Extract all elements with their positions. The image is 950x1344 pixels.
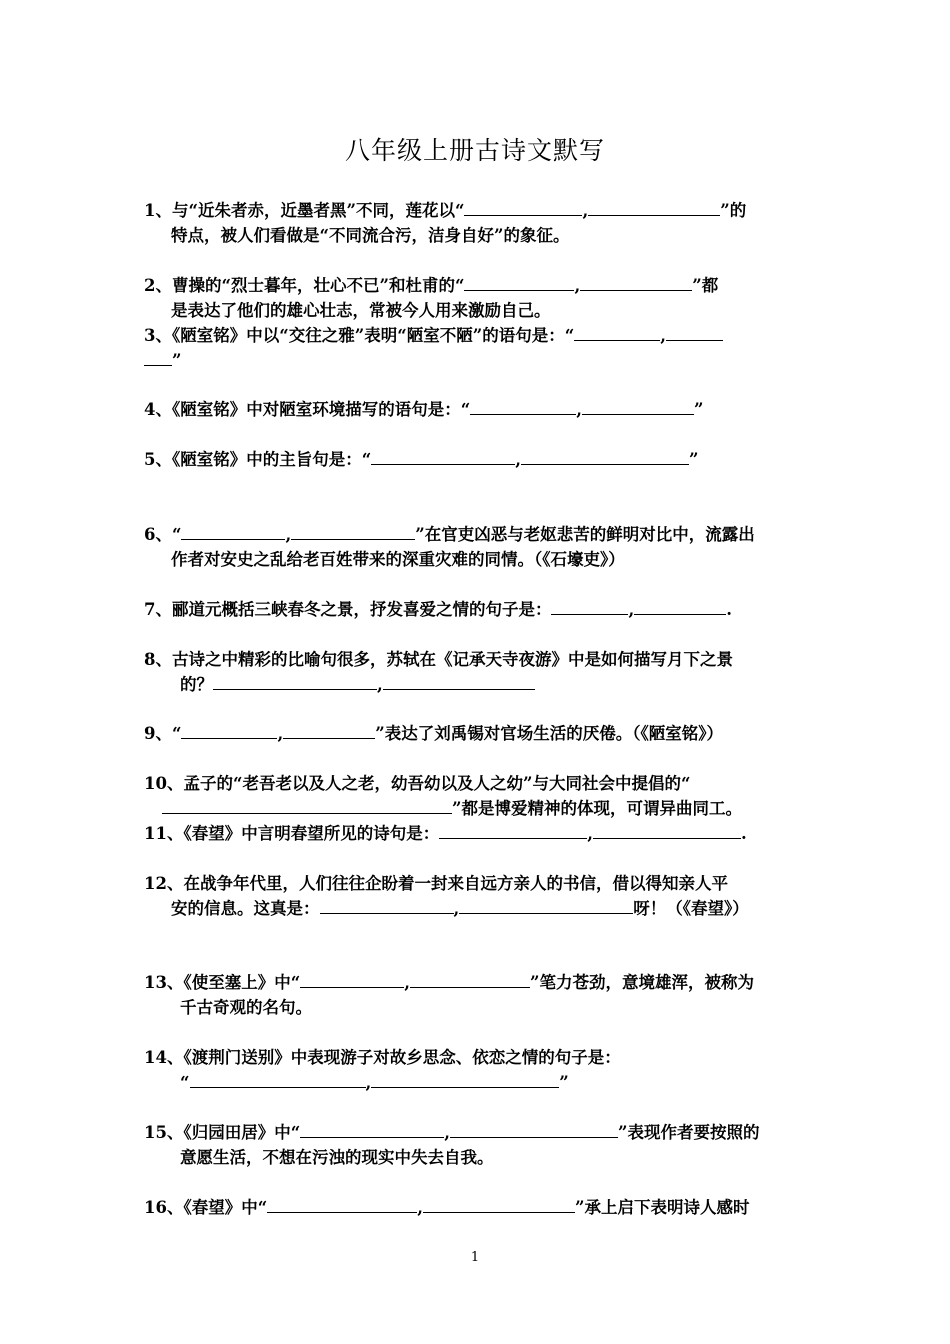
blank-separator: ,: [515, 450, 521, 469]
blank-separator: ,: [587, 824, 593, 843]
question-text: 10、孟子的“老吾老以及人之老，幼吾幼以及人之幼”与大同社会中提倡的“: [144, 774, 691, 793]
page-number: 1: [470, 1250, 480, 1265]
blank-separator: ,: [377, 675, 383, 694]
answer-blank[interactable]: [283, 721, 375, 739]
answer-blank[interactable]: [464, 198, 582, 216]
answer-blank[interactable]: [459, 896, 633, 914]
question-9: [144, 721, 809, 746]
question-text: .: [740, 824, 747, 843]
question-text: 8、古诗之中精彩的比喻句很多，苏轼在《记承天寺夜游》中是如何描写月下之景: [144, 650, 733, 669]
question-text: 5、《陋室铭》中的主旨句是：“: [144, 450, 372, 469]
answer-blank[interactable]: [464, 273, 574, 291]
answer-blank[interactable]: [582, 397, 694, 415]
question-text: 6、“: [144, 525, 182, 544]
answer-blank[interactable]: [162, 796, 452, 814]
question-16: [144, 1195, 809, 1220]
question-text: 的？: [180, 675, 213, 694]
blank-separator: ,: [404, 973, 410, 992]
blank-separator: ,: [660, 326, 666, 345]
question-text: 特点，被人们看做是“不同流合污，洁身自好”的象征。: [171, 226, 570, 245]
question-text: 呀！（《春望》）: [633, 899, 749, 918]
question-text: 9、“: [144, 724, 182, 743]
answer-blank[interactable]: [300, 1120, 444, 1138]
answer-blank[interactable]: [291, 522, 415, 540]
question-5: [144, 447, 809, 472]
question-text: 11、《春望》中言明春望所见的诗句是：: [144, 824, 440, 843]
answer-blank[interactable]: [588, 198, 720, 216]
answer-blank[interactable]: [470, 397, 576, 415]
question-12: [144, 871, 809, 921]
answer-blank[interactable]: [580, 273, 692, 291]
question-text: 14、《渡荆门送别》中表现游子对故乡思念、依恋之情的句子是：: [144, 1048, 621, 1067]
blank-separator: ,: [574, 276, 581, 295]
answer-blank[interactable]: [551, 597, 628, 615]
question-15: [144, 1120, 809, 1170]
question-text: 15、《归园田居》中“: [144, 1123, 301, 1142]
answer-blank[interactable]: [574, 323, 660, 341]
question-4: [144, 397, 809, 422]
answer-blank[interactable]: [371, 1070, 559, 1088]
question-text: ”在官吏凶恶与老妪悲苦的鲜明对比中，流露出: [415, 525, 755, 544]
question-text: ”都: [692, 276, 719, 295]
answer-blank[interactable]: [181, 721, 277, 739]
answer-blank[interactable]: [181, 522, 285, 540]
answer-blank[interactable]: [371, 447, 515, 465]
question-text: ”都是博爱精神的体现，可谓异曲同工。: [452, 799, 742, 818]
question-text: 作者对安史之乱给老百姓带来的深重灾难的同情。（《石壕吏》）: [171, 550, 625, 569]
question-text: .: [726, 600, 732, 619]
answer-blank[interactable]: [666, 323, 723, 341]
answer-blank[interactable]: [144, 348, 172, 366]
question-text: 16、《春望》中“: [144, 1198, 268, 1217]
blank-separator: ,: [453, 899, 460, 918]
question-text: ”表现作者要按照的: [617, 1123, 760, 1142]
question-8: [144, 647, 809, 697]
question-text: ”: [559, 1073, 569, 1092]
question-text: 4、《陋室铭》中对陋室环境描写的语句是：“: [144, 400, 471, 419]
question-14: [144, 1045, 809, 1095]
answer-blank[interactable]: [450, 1120, 618, 1138]
blank-separator: ,: [285, 525, 292, 544]
question-text: ”表达了刘禹锡对官场生活的厌倦。（《陋室铭》）: [375, 724, 723, 743]
blank-separator: ,: [277, 724, 284, 743]
question-text: 安的信息。这真是：: [171, 899, 320, 918]
question-3: [144, 323, 809, 373]
question-text: 是表达了他们的雄心壮志，常被今人用来激励自己。: [171, 301, 551, 320]
question-text: ”: [688, 450, 699, 469]
blank-separator: ,: [365, 1073, 372, 1092]
answer-blank[interactable]: [300, 970, 404, 988]
question-text: 1、与“近朱者赤，近墨者黑”不同，莲花以“: [144, 201, 465, 220]
question-text: 千古奇观的名句。: [180, 998, 312, 1017]
question-text: 3、《陋室铭》中以“交往之雅”表明“陋室不陋”的语句是：“: [144, 326, 575, 345]
question-text: ”笔力苍劲，意境雄浑，被称为: [529, 973, 754, 992]
answer-blank[interactable]: [190, 1070, 366, 1088]
question-11: [144, 821, 809, 846]
question-text: 意愿生活，不想在污浊的现实中失去自我。: [180, 1148, 494, 1167]
blank-separator: ,: [582, 201, 589, 220]
answer-blank[interactable]: [423, 1195, 575, 1213]
answer-blank[interactable]: [267, 1195, 417, 1213]
answer-blank[interactable]: [410, 970, 530, 988]
blank-separator: ,: [417, 1198, 423, 1217]
question-6: [144, 522, 809, 572]
question-7: [144, 597, 809, 622]
question-text: 12、在战争年代里，人们往往企盼着一封来自远方亲人的书信，借以得知亲人平: [144, 874, 728, 893]
blank-separator: ,: [628, 600, 635, 619]
question-text: ”的: [720, 201, 747, 220]
question-text: ”: [172, 351, 182, 370]
question-text: “: [180, 1073, 190, 1092]
question-text: 13、《使至塞上》中“: [144, 973, 301, 992]
answer-blank[interactable]: [439, 821, 587, 839]
question-text: 7、郦道元概括三峡春冬之景，抒发喜爱之情的句子是：: [144, 600, 552, 619]
answer-blank[interactable]: [320, 896, 454, 914]
answer-blank[interactable]: [213, 672, 377, 690]
answer-blank[interactable]: [593, 821, 741, 839]
answer-blank[interactable]: [521, 447, 689, 465]
answer-blank[interactable]: [634, 597, 726, 615]
question-text: ”: [693, 400, 704, 419]
page-title: 八年级上册古诗文默写: [344, 136, 605, 165]
answer-blank[interactable]: [383, 672, 535, 690]
question-text: 2、曹操的“烈士暮年，壮心不已”和杜甫的“: [144, 276, 465, 295]
question-1: [144, 198, 809, 248]
blank-separator: ,: [576, 400, 582, 419]
blank-separator: ,: [444, 1123, 450, 1142]
question-10: [144, 771, 809, 821]
question-13: [144, 970, 809, 1020]
question-text: ”承上启下表明诗人感时: [574, 1198, 750, 1217]
question-2: [144, 273, 809, 323]
